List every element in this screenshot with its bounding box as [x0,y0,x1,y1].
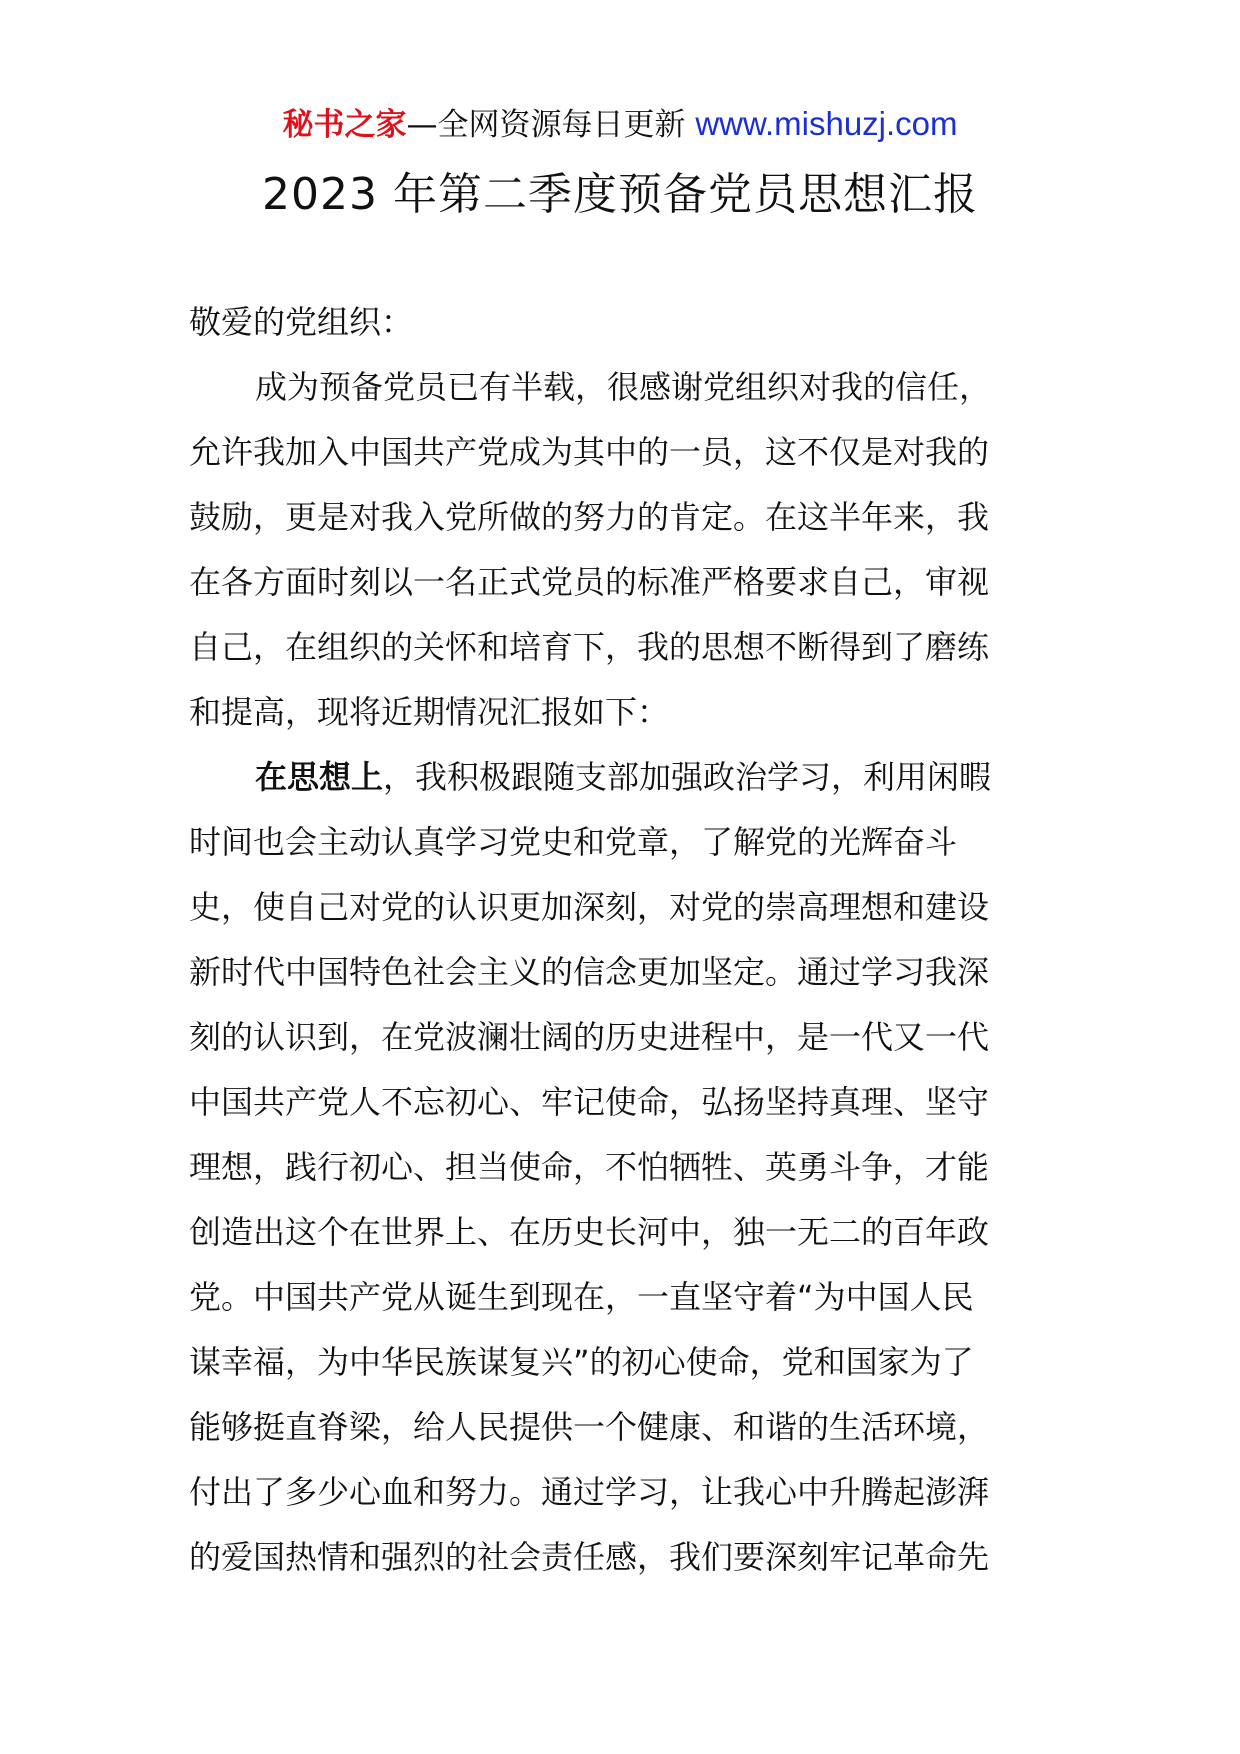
paragraph-2-lead: 在思想上 [255,758,384,796]
document-title: 2023 年第二季度预备党员思想汇报 [262,169,978,220]
paragraph-1-line: 和提高，现将近期情况汇报如下： [189,693,670,731]
paragraph-2-line: 能够挺直脊梁，给人民提供一个健康、和谐的生活环境， [189,1408,990,1446]
site-brand: 秘书之家 [282,107,407,143]
paragraph-1-line: 鼓励，更是对我入党所做的努力的肯定。在这半年来，我 [189,498,990,536]
paragraph-1-line: 允许我加入中国共产党成为其中的一员，这不仅是对我的 [189,433,990,471]
paragraph-2-line: 时间也会主动认真学习党史和党章，了解党的光辉奋斗 [189,823,958,861]
paragraph-2-line: 史，使自己对党的认识更加深刻，对党的崇高理想和建设 [189,888,990,926]
salutation: 敬爱的党组织： [189,303,414,341]
paragraph-1-line: 自己，在组织的关怀和培育下，我的思想不断得到了磨练 [189,628,990,666]
paragraph-2-line: 创造出这个在世界上、在历史长河中，独一无二的百年政 [189,1213,990,1251]
paragraph-2-first-line-text: ，我积极跟随支部加强政治学习，利用闲暇 [383,758,992,796]
paragraph-1-line: 在各方面时刻以一名正式党员的标准严格要求自己，审视 [189,563,990,601]
site-tagline: —全网资源每日更新 [406,107,696,143]
paragraph-2-line: 谋幸福，为中华民族谋复兴”的初心使命，党和国家为了 [189,1343,974,1381]
paragraph-2-line: 的爱国热情和强烈的社会责任感，我们要深刻牢记革命先 [189,1538,990,1576]
paragraph-2-line: 刻的认识到，在党波澜壮阔的历史进程中，是一代又一代 [189,1018,990,1056]
paragraph-2-line: 中国共产党人不忘初心、牢记使命，弘扬坚持真理、坚守 [189,1083,990,1121]
site-url: www.mishuzj.com [695,105,958,142]
paragraph-2-line: 党。中国共产党从诞生到现在，一直坚守着“为中国人民 [189,1278,974,1316]
paragraph-2-line: 新时代中国特色社会主义的信念更加坚定。通过学习我深 [189,953,990,991]
paragraph-2-line: 付出了多少心血和努力。通过学习，让我心中升腾起澎湃 [189,1473,990,1511]
site-header [0,100,1240,149]
document-body [189,290,1055,1590]
paragraph-2-line: 理想，践行初心、担当使命，不怕牺牲、英勇斗争，才能 [189,1148,990,1186]
paragraph-2-first-line [189,745,1055,810]
paragraph-1-line: 成为预备党员已有半载，很感谢党组织对我的信任， [255,368,992,406]
